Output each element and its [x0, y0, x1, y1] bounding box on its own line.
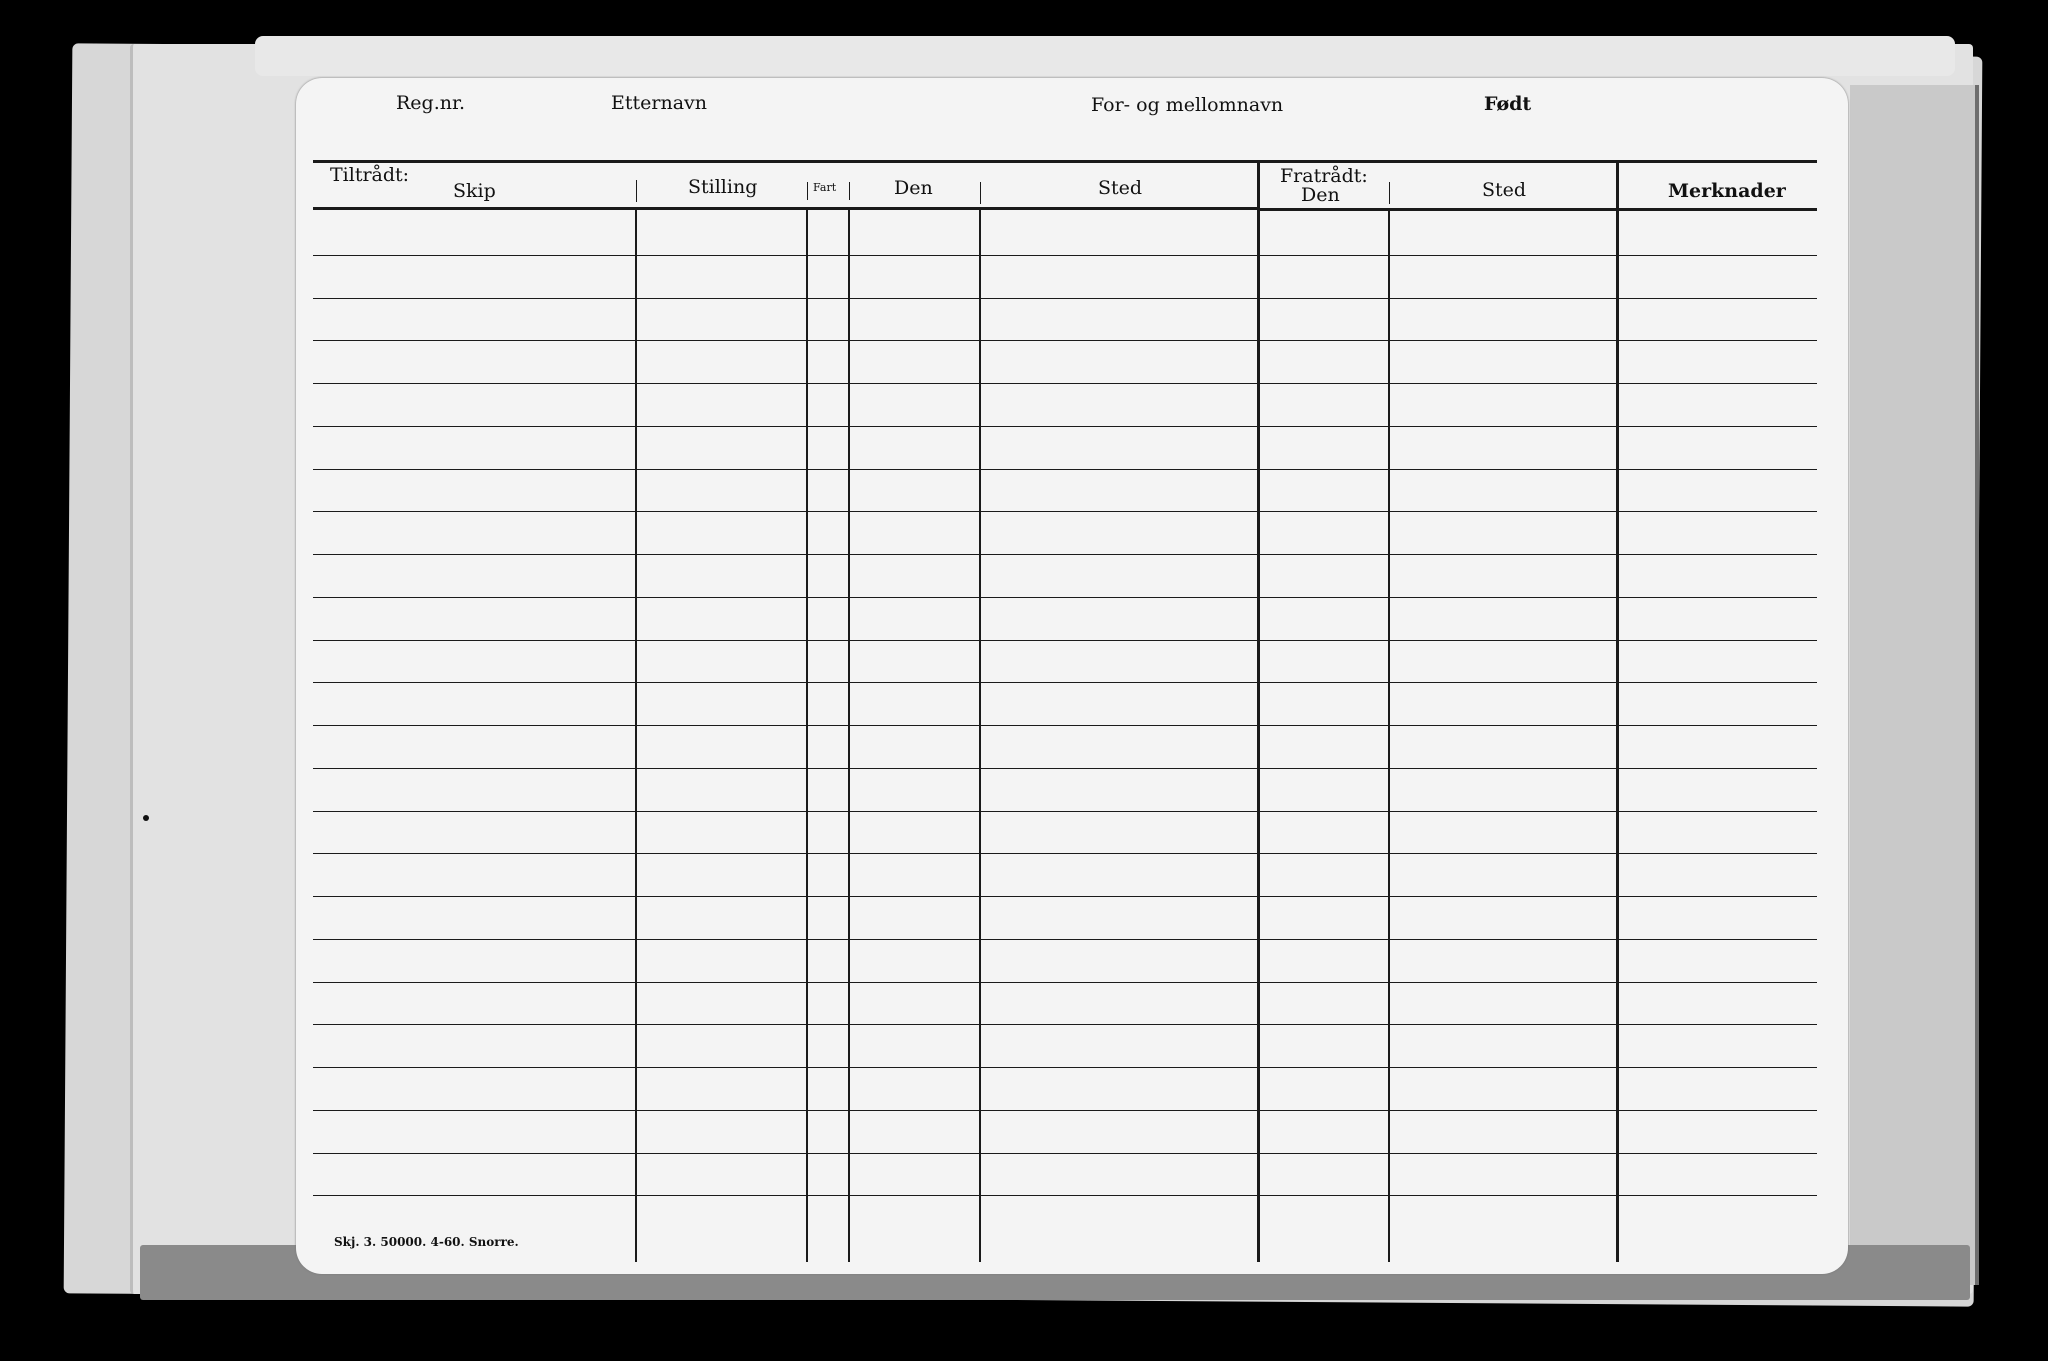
row-rule [313, 554, 1817, 555]
row-rule [313, 1067, 1817, 1068]
row-rule [313, 1110, 1817, 1111]
row-rule [313, 811, 1817, 812]
row-rule [313, 939, 1817, 940]
background-card-right-edge [1850, 85, 1979, 1285]
skip-header: Skip [453, 180, 496, 202]
row-rule [313, 682, 1817, 683]
row-rule [313, 298, 1817, 299]
stilling-header: Stilling [688, 176, 758, 198]
row-rule [313, 340, 1817, 341]
row-rule [313, 383, 1817, 384]
fart-header: Fart [813, 181, 837, 194]
row-lines [296, 78, 1848, 1274]
for-og-mellomnavn-label: For- og mellomnavn [1091, 94, 1284, 116]
row-rule [313, 255, 1817, 256]
row-rule [313, 896, 1817, 897]
row-rule [313, 426, 1817, 427]
row-rule [313, 511, 1817, 512]
punch-mark [143, 815, 149, 821]
row-rule [313, 853, 1817, 854]
fratradt-sted-header: Sted [1482, 179, 1527, 201]
row-rule [313, 725, 1817, 726]
row-rule [313, 469, 1817, 470]
row-rule [313, 1153, 1817, 1154]
merknader-header: Merknader [1668, 180, 1786, 202]
etternavn-label: Etternavn [611, 92, 708, 114]
row-rule [313, 768, 1817, 769]
den-header: Den [894, 177, 933, 199]
fratradt-label: Fratrådt: [1280, 165, 1368, 187]
fratradt-den-header: Den [1301, 184, 1340, 206]
fodt-label: Født [1484, 93, 1532, 115]
row-rule [313, 1024, 1817, 1025]
form-footer-print-code: Skj. 3. 50000. 4-60. Snorre. [334, 1235, 519, 1249]
row-rule [313, 597, 1817, 598]
tiltradt-label: Tiltrådt: [330, 164, 410, 186]
registration-card [296, 78, 1848, 1274]
sted-header: Sted [1098, 177, 1143, 199]
background-card-top-edge [255, 36, 1955, 76]
reg-nr-label: Reg.nr. [396, 92, 466, 114]
row-rule [313, 640, 1817, 641]
row-rule [313, 1195, 1817, 1196]
row-rule [313, 982, 1817, 983]
